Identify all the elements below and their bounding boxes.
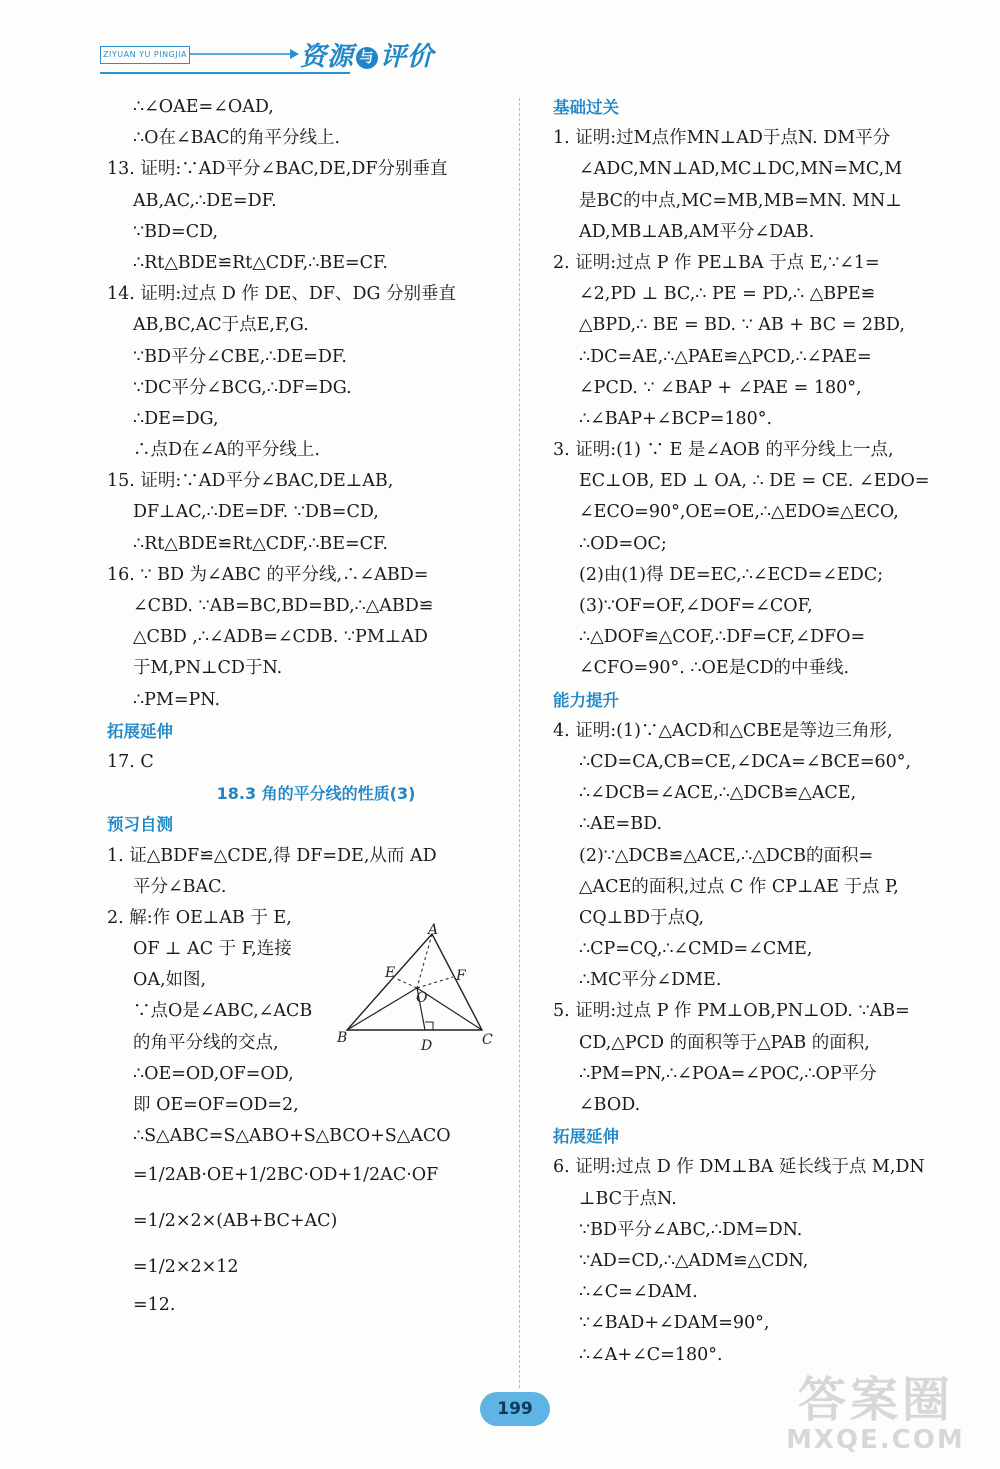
triangle-figure xyxy=(337,922,497,1057)
left-column xyxy=(107,92,505,1322)
section-heading: 能力提升 xyxy=(553,690,619,710)
text-line: 2. 证明:过点 P 作 PE⊥BA 于点 E,∵∠1= xyxy=(553,252,880,273)
text-line: CD,△PCD 的面积等于△PAB 的面积, xyxy=(579,1032,870,1053)
text-line: ∵AD=CD,∴△ADM≌△CDN, xyxy=(579,1250,809,1271)
text-line: ∴Rt△BDE≌Rt△CDF,∴BE=CF. xyxy=(133,252,388,273)
figure-label-e: E xyxy=(385,965,396,981)
figure-label-c: C xyxy=(482,1032,493,1048)
text-line: ∴S△ABC=S△ABO+S△BCO+S△ACO xyxy=(133,1126,451,1147)
text-line: 即 OE=OF=OD=2, xyxy=(133,1095,299,1115)
brand-part-b: 评价 xyxy=(380,42,435,72)
text-line: ∴∠A+∠C=180°. xyxy=(579,1344,723,1365)
text-line: (3)∵OF=OF,∠DOF=∠COF, xyxy=(579,596,813,616)
text-line: (2)∵△DCB≌△ACE,∴△DCB的面积= xyxy=(579,845,874,866)
text-line: 平分∠BAC. xyxy=(133,876,227,897)
text-line: ∴O在∠BAC的角平分线上. xyxy=(133,128,341,149)
text-line: 1. 证明:过M点作MN⊥AD于点N. DM平分 xyxy=(553,128,891,149)
text-line: 3. 证明:(1) ∵ E 是∠AOB 的平分线上一点, xyxy=(553,440,894,461)
text-line: ∴∠C=∠DAM. xyxy=(579,1282,698,1303)
text-line: ∴MC平分∠DME. xyxy=(579,970,722,991)
text-line: ∠ECO=90°,OE=OE,∴△EDO≌△ECO, xyxy=(579,502,899,523)
figure-label-a: A xyxy=(428,922,439,938)
text-line: ∴∠BAP+∠BCP=180°. xyxy=(579,408,773,429)
section-heading: 基础过关 xyxy=(553,98,619,117)
text-line: ⊥BC于点N. xyxy=(579,1188,677,1209)
header-rule xyxy=(100,72,350,74)
section-heading: 预习自测 xyxy=(107,815,173,835)
text-line: =1/2×2×(AB+BC+AC) xyxy=(133,1211,338,1232)
text-line: ∴Rt△BDE≌Rt△CDF,∴BE=CF. xyxy=(133,533,388,554)
text-line: ∴CD=CA,CB=CE,∠DCA=∠BCE=60°, xyxy=(579,751,912,772)
text-line: 17. C xyxy=(107,751,154,772)
column-divider xyxy=(519,98,520,1388)
text-line: 14. 证明:过点 D 作 DE、DF、DG 分别垂直 xyxy=(107,284,457,305)
text-line: 于M,PN⊥CD于N. xyxy=(133,658,283,679)
text-line: ∴△DOF≌△COF,∴DF=CF,∠DFO= xyxy=(579,627,866,648)
figure-label-f: F xyxy=(456,968,466,984)
text-line: AD,MB⊥AB,AM平分∠DAB. xyxy=(579,221,815,242)
text-line: ∴OD=OC; xyxy=(579,533,667,554)
text-line: ∵∠BAD+∠DAM=90°, xyxy=(579,1313,770,1334)
text-line: 15. 证明:∵AD平分∠BAC,DE⊥AB, xyxy=(107,471,394,492)
section-heading: 拓展延伸 xyxy=(107,721,173,741)
text-line: ∴∠OAE=∠OAD, xyxy=(133,97,274,117)
text-line: ∵BD平分∠CBE,∴DE=DF. xyxy=(133,346,347,367)
text-line: △ACE的面积,过点 C 作 CP⊥AE 于点 P, xyxy=(579,876,899,897)
figure-label-b: B xyxy=(337,1030,348,1046)
brand-yu-badge: 与 xyxy=(356,47,378,69)
text-line: ∴DC=AE,∴△PAE≌△PCD,∴∠PAE= xyxy=(579,346,872,367)
text-line: ∠PCD. ∵ ∠BAP + ∠PAE = 180°, xyxy=(579,377,862,398)
text-line: AB,AC,∴DE=DF. xyxy=(133,190,277,211)
text-line: =12. xyxy=(133,1295,176,1316)
text-line: ∴PM=PN. xyxy=(133,689,221,710)
text-line: ∵点O是∠ABC,∠ACB xyxy=(133,1001,313,1022)
text-line: ∴OE=OD,OF=OD, xyxy=(133,1063,294,1084)
text-line: 5. 证明:过点 P 作 PM⊥OB,PN⊥OD. ∵AB= xyxy=(553,1001,910,1022)
page-number-badge: 199 xyxy=(480,1392,550,1426)
figure-label-d: D xyxy=(421,1038,433,1054)
text-line: 16. ∵ BD 为∠ABC 的平分线,∴∠ABD= xyxy=(107,564,429,585)
text-line: 6. 证明:过点 D 作 DM⊥BA 延长线于点 M,DN xyxy=(553,1157,925,1178)
text-line: 是BC的中点,MC=MB,MB=MN. MN⊥ xyxy=(579,190,902,211)
header-brand xyxy=(300,36,434,73)
right-column xyxy=(553,92,948,1371)
section-heading: 拓展延伸 xyxy=(553,1127,619,1147)
text-line: (2)由(1)得 DE=EC,∴∠ECD=∠EDC; xyxy=(579,564,884,585)
text-line: =1/2×2×12 xyxy=(133,1257,239,1278)
text-line: ∠CBD. ∵AB=BC,BD=BD,∴△ABD≌ xyxy=(133,596,434,616)
watermark-line-2: MXQE.COM xyxy=(786,1425,965,1455)
chapter-title: 18.3 角的平分线的性质(3) xyxy=(216,784,416,804)
text-line: =1/2AB·OE+1/2BC·OD+1/2AC·OF xyxy=(133,1165,439,1186)
text-line: OF ⊥ AC 于 F,连接 xyxy=(133,939,292,960)
watermark-logo xyxy=(778,1361,988,1461)
text-line: 1. 证△BDF≌△CDE,得 DF=DE,从而 AD xyxy=(107,845,437,866)
text-line: OA,如图, xyxy=(133,970,207,991)
text-line: ∠2,PD ⊥ BC,∴ PE = PD,∴ △BPE≌ xyxy=(579,284,876,305)
watermark-line-1: 答案圈 xyxy=(798,1372,955,1428)
text-line: DF⊥AC,∴DE=DF. ∵DB=CD, xyxy=(133,502,379,523)
figure-label-o: O xyxy=(416,990,428,1006)
text-line: ∵DC平分∠BCG,∴DF=DG. xyxy=(133,377,352,398)
text-line: 的角平分线的交点, xyxy=(133,1032,279,1053)
text-line: ∴∠DCB=∠ACE,∴△DCB≌△ACE, xyxy=(579,783,857,804)
text-line: ∴PM=PN,∴∠POA=∠POC,∴OP平分 xyxy=(579,1063,877,1084)
text-line: △CBD ,∴∠ADB=∠CDB. ∵PM⊥AD xyxy=(133,627,428,648)
header-arrow-icon xyxy=(190,46,300,62)
text-line: ∴DE=DG, xyxy=(133,408,219,429)
text-line: AB,BC,AC于点E,F,G. xyxy=(133,315,309,336)
text-line: 2. 解:作 OE⊥AB 于 E, xyxy=(107,907,292,928)
text-line: 4. 证明:(1)∵△ACD和△CBE是等边三角形, xyxy=(553,720,893,741)
text-line: ∴点D在∠A的平分线上. xyxy=(133,440,320,461)
text-line: △BPD,∴ BE = BD. ∵ AB + BC = 2BD, xyxy=(579,315,905,336)
text-line: ∠ADC,MN⊥AD,MC⊥DC,MN=MC,M xyxy=(579,159,903,180)
text-line: ∠CFO=90°. ∴OE是CD的中垂线. xyxy=(579,658,850,679)
header-pinyin: ZIYUAN YU PINGJIA xyxy=(100,46,190,64)
text-line: 13. 证明:∵AD平分∠BAC,DE,DF分别垂直 xyxy=(107,159,448,180)
text-line: CQ⊥BD于点Q, xyxy=(579,907,705,928)
text-line: ∴AE=BD. xyxy=(579,814,663,835)
text-line: ∵BD=CD, xyxy=(133,221,219,242)
text-line: ∠BOD. xyxy=(579,1095,641,1115)
text-line: ∵BD平分∠ABC,∴DM=DN. xyxy=(579,1219,803,1240)
text-line: EC⊥OB, ED ⊥ OA, ∴ DE = CE. ∠EDO= xyxy=(579,471,930,492)
text-line: ∴CP=CQ,∴∠CMD=∠CME, xyxy=(579,939,813,960)
brand-part-a: 资源 xyxy=(300,42,355,72)
book-header xyxy=(100,36,435,74)
